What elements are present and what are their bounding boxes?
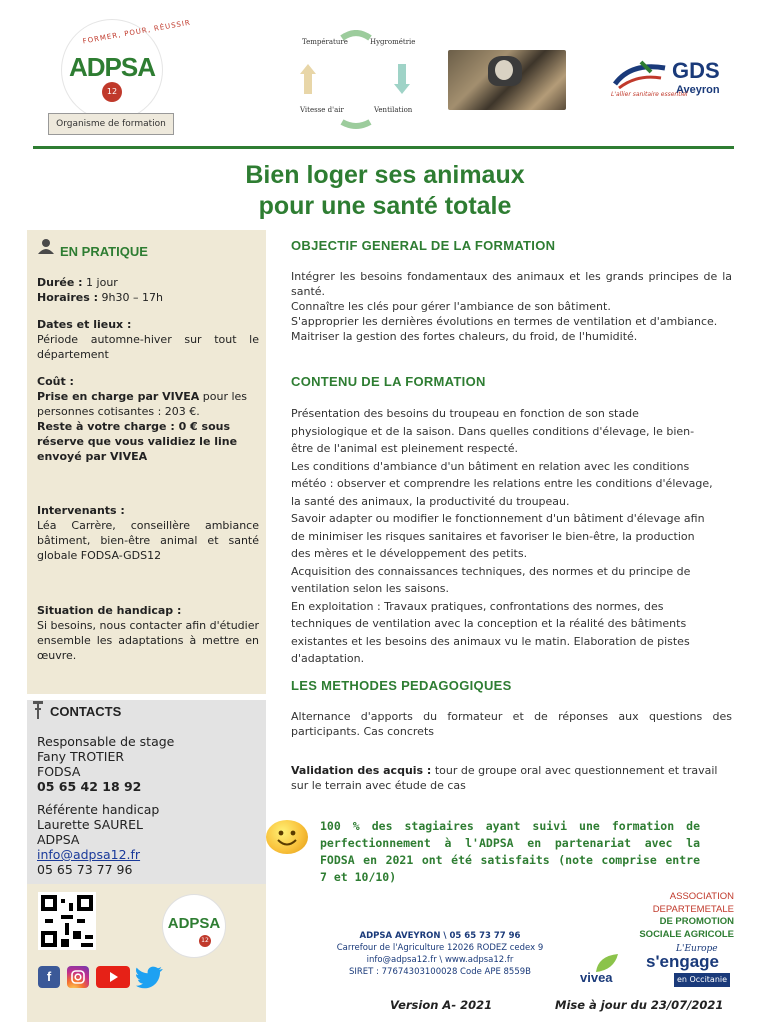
handi-phone: 05 65 73 77 96 [37, 862, 133, 877]
instagram-icon[interactable] [67, 966, 89, 988]
intervenants-value: Léa Carrère, conseillère ambiance bâtiment, bien-être animal et santé globale FODSA-GDS12 [37, 519, 259, 562]
objectif-p3: S'approprier les dernières évolutions en termes de ventilation et d'ambiance. [291, 315, 718, 328]
footer-addr-line3: SIRET : 77674303100028 Code APE 8559B [349, 967, 531, 977]
pin-icon [32, 700, 44, 720]
update-label: Mise à jour du 23/07/2021 [555, 998, 724, 1012]
contacts-heading: CONTACTS [50, 704, 122, 719]
footer-addr-line1: Carrefour de l'Agriculture 12026 RODEZ cedex 9 [336, 943, 544, 953]
europe-label: L'Europe [676, 944, 718, 954]
handi-name: Laurette SAUREL [37, 817, 143, 832]
qr-code-icon[interactable] [38, 892, 96, 950]
cout-label: Coût : [37, 375, 74, 388]
logo-arc-text: FORMER, POUR, RÉUSSIR [82, 18, 192, 46]
horaires-label: Horaires : [37, 291, 99, 304]
title-line-1: Bien loger ses animaux [245, 161, 525, 189]
intervenants-label: Intervenants : [37, 504, 125, 517]
goat-face [495, 60, 513, 80]
cycle-label-temperature: Température [302, 38, 348, 46]
stage-org: FODSA [37, 764, 81, 779]
contenu-p1: Présentation des besoins du troupeau en fonction de son stade physiologique et de la saison. Dans quelles conditions d'élevage, le bien-être de l'animal est pleinement respecté. [291, 407, 695, 455]
cout-block [37, 374, 259, 464]
en-pratique-heading: EN PRATIQUE [60, 244, 148, 259]
contenu-heading: CONTENU DE LA FORMATION [291, 374, 486, 389]
adpsa-logo-small [163, 895, 225, 957]
org-label: Organisme de formation [48, 113, 174, 135]
contenu-body [291, 405, 713, 668]
reste-text: Reste à votre charge : 0 € sous réserve que vous validiez le line envoyé par VIVEA [37, 420, 238, 463]
logo-name: ADPSA [68, 52, 155, 82]
cycle-label-vitesse: Vitesse d'air [300, 106, 344, 114]
objectif-p4: Maitriser la gestion des fortes chaleurs, du froid, de l'humidité. [291, 330, 638, 343]
facebook-icon[interactable]: f [38, 966, 60, 988]
objectif-p2: Connaître les clés pour gérer l'ambiance de son bâtiment. [291, 300, 611, 313]
logo-badge: 12 [102, 82, 122, 102]
dates-block [37, 317, 259, 362]
satisfaction-text: 100 % des stagiaires ayant suivi une formation de perfectionnement à l'ADPSA en partenariat avec la FODSA en 2021 ont été satisfaits (note comprise entre 7 et 10/10) [320, 819, 700, 884]
person-icon [38, 238, 54, 254]
header-divider [33, 146, 734, 149]
contenu-p3: Savoir adapter ou modifier le fonctionnement d'un bâtiment d'élevage afin de minimiser les risques sanitaires et favoriser le bien-être, la production des mères et le développement des petits. [291, 512, 705, 560]
validation-value: tour de groupe oral avec questionnement et travail sur le terrain avec étude de cas [291, 764, 718, 792]
handicap-value: Si besoins, nous contacter afin d'étudier ensemble les adaptations à mettre en œuvre. [37, 619, 259, 662]
adpsa-small-badge: 12 [199, 935, 211, 947]
ambiance-cycle-diagram [290, 30, 420, 135]
title-line-2: pour une santé totale [258, 192, 512, 220]
methodes-heading: LES METHODES PEDAGOGIQUES [291, 678, 512, 693]
twitter-icon[interactable] [136, 964, 164, 990]
youtube-icon[interactable] [96, 966, 130, 988]
handi-org: ADPSA [37, 832, 80, 847]
assoc-line4: SOCIALE AGRICOLE [639, 928, 734, 940]
stage-phone: 05 65 42 18 92 [37, 779, 142, 794]
footer-association [600, 891, 734, 941]
europe-logo [646, 944, 730, 988]
gds-name: GDS [672, 58, 720, 83]
adpsa-small-name: ADPSA [167, 915, 221, 932]
dates-label: Dates et lieux : [37, 318, 132, 331]
stage-name: Fany TROTIER [37, 749, 125, 764]
cycle-label-ventilation: Ventilation [374, 106, 413, 114]
contenu-p4: Acquisition des connaissances techniques, des normes et du principe de ventilation selon les saisons. [291, 564, 691, 595]
objectif-p1: Intégrer les besoins fondamentaux des animaux et les grands principes de la santé. [291, 270, 732, 298]
validation-label: Validation des acquis : [291, 764, 432, 777]
methodes-p1: Alternance d'apports du formateur et de réponses aux questions des participants. Cas concrets [291, 710, 732, 738]
version-label: Version A- 2021 [390, 998, 493, 1012]
europe-word: s'engage [646, 952, 720, 971]
handi-email-link[interactable]: info@adpsa12.fr [37, 847, 141, 862]
assoc-line3: DE PROMOTION [659, 916, 734, 927]
horaires-value: 9h30 – 17h [98, 291, 163, 304]
gds-sub: Aveyron [676, 84, 720, 96]
contact-handicap [37, 802, 259, 877]
europe-region: en Occitanie [674, 973, 730, 987]
page-title [0, 160, 770, 222]
methodes-body [291, 709, 732, 739]
objectif-body [291, 269, 732, 344]
objectif-heading: OBJECTIF GENERAL DE LA FORMATION [291, 238, 556, 253]
contact-stage [37, 734, 259, 794]
footer-address [310, 930, 570, 978]
validation-block [291, 763, 732, 793]
prise-label: Prise en charge par VIVEA [37, 390, 200, 403]
gds-logo-icon [611, 58, 669, 92]
assoc-line1: ASSOCIATION [669, 891, 734, 902]
prise-value: pour les personnes cotisantes : 203 €. [37, 390, 248, 418]
intervenants-block [37, 503, 259, 563]
footer-addr-line2: info@adpsa12.fr \ www.adpsa12.fr [366, 955, 514, 965]
cycle-arrows-icon [290, 30, 420, 135]
contenu-p5: En exploitation : Travaux pratiques, confrontations des normes, des techniques de ventilation avec la conception et la réalité des bâtiments existantes et les besoins des animaux vu le matin. Elaboration de pistes d'adaptation. [291, 599, 690, 665]
vivea-logo [580, 952, 642, 986]
contenu-p2: Les conditions d'ambiance d'un bâtiment en relation avec les conditions météo : observer et comprendre les relations entre les conditions d'élevage, la santé des animaux, la productivité du troupeau. [291, 459, 713, 508]
duree-label: Durée : [37, 276, 83, 289]
handicap-block [37, 603, 259, 663]
gds-tagline: L'allier sanitaire essentiel [611, 91, 688, 98]
smiley-icon [266, 820, 308, 854]
dates-value: Période automne-hiver sur tout le département [37, 333, 259, 361]
handicap-label: Situation de handicap : [37, 604, 182, 617]
stage-role: Responsable de stage [37, 734, 175, 749]
footer-addr-name: ADPSA AVEYRON \ 05 65 73 77 96 [359, 931, 521, 941]
handi-role: Référente handicap [37, 802, 160, 817]
duree-value: 1 jour [82, 276, 118, 289]
cycle-label-hygrometrie: Hygrométrie [370, 38, 416, 46]
vivea-word: vivea [580, 970, 613, 985]
assoc-line2: DEPARTEMETALE [652, 903, 734, 915]
duree-block [37, 275, 259, 305]
